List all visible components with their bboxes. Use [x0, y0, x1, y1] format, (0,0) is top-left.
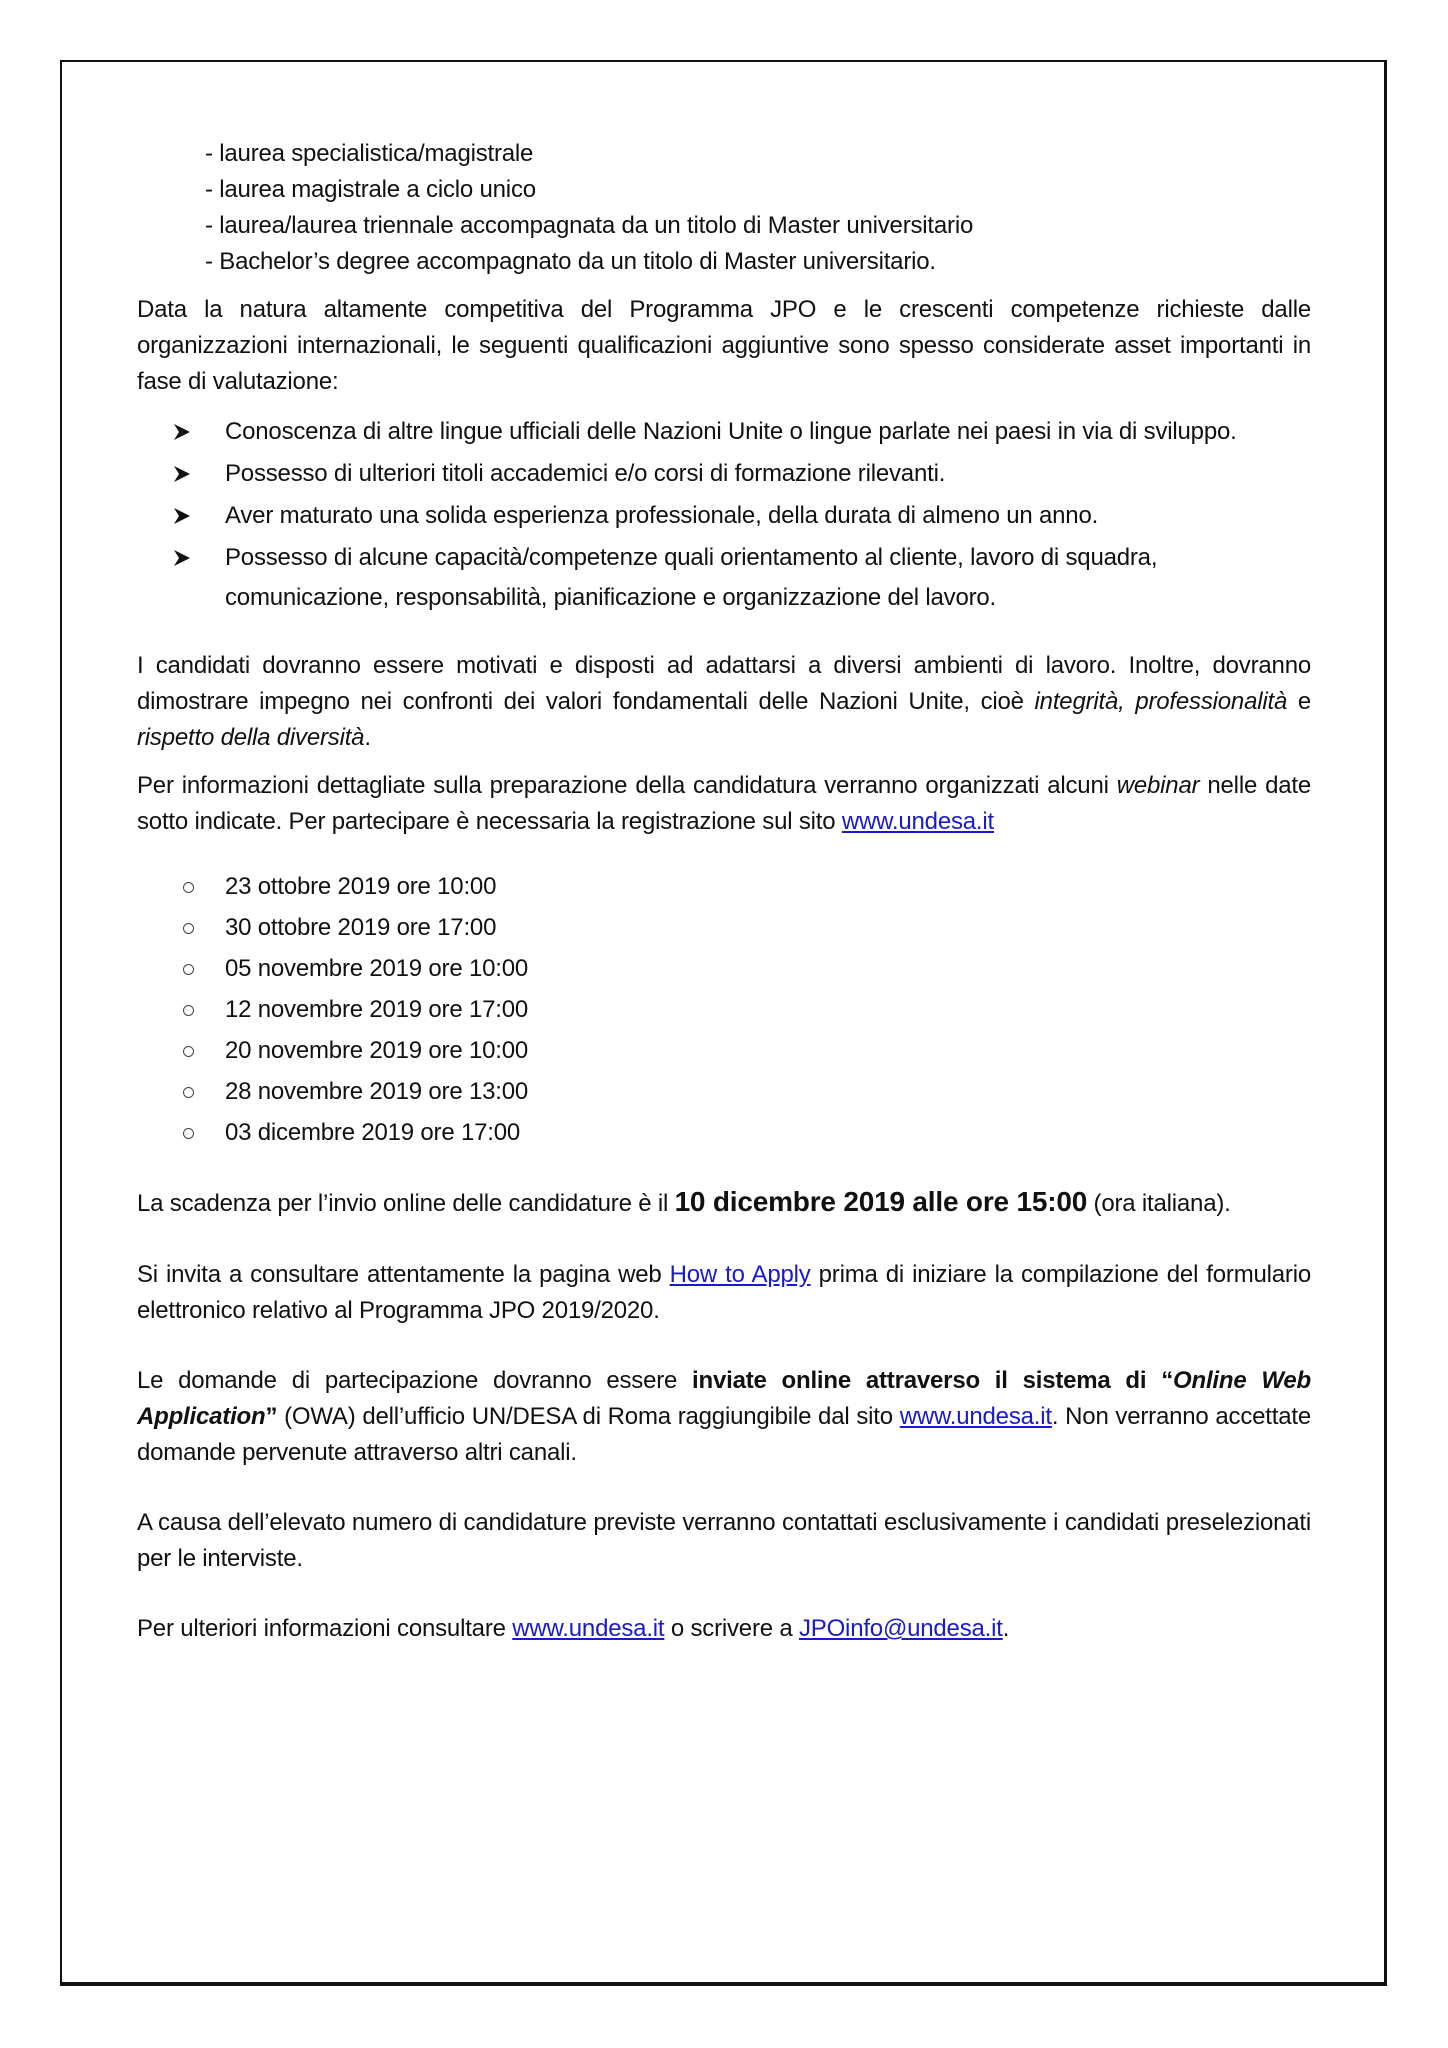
jpoinfo-email-link[interactable]: JPOinfo@undesa.it [798, 1615, 1003, 1642]
deadline-text-after: (ora italiana). [1087, 1190, 1231, 1217]
values-italic-1: integrità, professionalità [1034, 688, 1288, 715]
howto-text-after: prima di iniziare la compilazione del formulario elettronico relativo al Programma JPO 2019/2020. [137, 1261, 1311, 1324]
contact-paragraph [137, 1611, 1311, 1647]
qualification-text: Conoscenza di altre lingue ufficiali delle Nazioni Unite o lingue parlate nei paesi in via di sviluppo. [225, 418, 1237, 445]
qualification-text: Possesso di alcune capacità/competenze quali orientamento al cliente, lavoro di squadra, comunicazione, responsabilità, pianificazione e organizzazione del lavoro. [225, 544, 1158, 611]
intro-paragraph: Data la natura altamente competitiva del Programma JPO e le crescenti competenze richieste dalle organizzazioni internazionali, le seguenti qualificazioni aggiuntive sono spesso considerate asset importanti in fase di valutazione: [137, 296, 1311, 395]
degree-item: - laurea magistrale a ciclo unico [205, 176, 536, 203]
contact-text-mid: o scrivere a [664, 1615, 799, 1642]
how-to-apply-link[interactable]: How to Apply [669, 1261, 811, 1288]
undesa-link[interactable]: www.undesa.it [899, 1403, 1052, 1430]
webinar-date-item [137, 1071, 1311, 1112]
howto-paragraph [137, 1257, 1311, 1329]
webinar-date-item [137, 1030, 1311, 1071]
degree-item: - laurea/laurea triennale accompagnata da un titolo di Master universitario [205, 212, 974, 239]
qualification-item [137, 496, 1311, 536]
webinar-date-text: 23 ottobre 2019 ore 10:00 [225, 873, 497, 900]
webinar-date-text: 20 novembre 2019 ore 10:00 [225, 1037, 529, 1064]
circle-bullet-icon [183, 1128, 194, 1139]
owa-text-mid: (OWA) dell’ufficio UN/DESA di Roma raggiungibile dal sito [277, 1403, 900, 1430]
qualifications-list [137, 412, 1311, 618]
webinar-date-text: 03 dicembre 2019 ore 17:00 [225, 1119, 521, 1146]
owa-text-after: . Non verranno accettate domande pervenute attraverso altri canali. [137, 1403, 1311, 1466]
degree-item: - Bachelor’s degree accompagnato da un titolo di Master universitario. [205, 248, 936, 275]
webinar-date-text: 05 novembre 2019 ore 10:00 [225, 955, 529, 982]
webinar-dates-list [137, 866, 1311, 1153]
qualification-item [137, 538, 1311, 618]
howto-text: Si invita a consultare attentamente la pagina web [137, 1261, 670, 1288]
owa-paragraph [137, 1363, 1311, 1471]
arrow-bullet-icon [173, 538, 195, 578]
undesa-link[interactable]: www.undesa.it [841, 808, 994, 835]
circle-bullet-icon [183, 923, 194, 934]
webinar-italic: webinar [1116, 772, 1200, 799]
contact-text: Per ulteriori informazioni consultare [137, 1615, 513, 1642]
owa-bold: inviate online attraverso il sistema di “ [692, 1367, 1174, 1394]
webinar-text-after: nelle date sotto indicate. Per partecipare è necessaria la registrazione sul sito [137, 772, 1311, 835]
values-text: I candidati dovranno essere motivati e disposti ad adattarsi a diversi ambienti di lavoro. Inoltre, dovranno dimostrare impegno nei confronti dei valori fondamentali delle Nazioni Unite, cioè [137, 652, 1311, 715]
arrow-bullet-icon [173, 454, 195, 494]
webinar-date-text: 12 novembre 2019 ore 17:00 [225, 996, 529, 1023]
circle-bullet-icon [183, 1087, 194, 1098]
circle-bullet-icon [183, 882, 194, 893]
arrow-bullet-icon [173, 412, 195, 452]
contact-text-after: . [1002, 1615, 1010, 1642]
webinar-date-item [137, 989, 1311, 1030]
webinar-date-text: 30 ottobre 2019 ore 17:00 [225, 914, 497, 941]
arrow-bullet-icon [173, 496, 195, 536]
document-body [137, 136, 1311, 1647]
values-text-end: . [364, 724, 371, 751]
webinar-date-item [137, 948, 1311, 989]
circle-bullet-icon [183, 964, 194, 975]
circle-bullet-icon [183, 1005, 194, 1016]
qualification-item [137, 454, 1311, 494]
interview-paragraph: A causa dell’elevato numero di candidature previste verranno contattati esclusivamente i candidati preselezionati per le interviste. [137, 1509, 1311, 1572]
deadline-date: 10 dicembre 2019 alle ore 15:00 [674, 1186, 1088, 1217]
webinar-date-text: 28 novembre 2019 ore 13:00 [225, 1078, 529, 1105]
circle-bullet-icon [183, 1046, 194, 1057]
qualification-item [137, 412, 1311, 452]
webinar-date-item [137, 1112, 1311, 1153]
values-paragraph [137, 648, 1311, 756]
qualification-text: Aver maturato una solida esperienza professionale, della durata di almeno un anno. [225, 502, 1099, 529]
deadline-text: La scadenza per l’invio online delle candidature è il [137, 1190, 675, 1217]
degree-item: - laurea specialistica/magistrale [205, 140, 534, 167]
owa-bold-italic: Online Web Application [137, 1367, 1311, 1430]
owa-bold-end: ” [265, 1403, 278, 1430]
values-italic-2: rispetto della diversità [137, 724, 365, 751]
qualification-text: Possesso di ulteriori titoli accademici e/o corsi di formazione rilevanti. [225, 460, 946, 487]
values-text-mid: e [1287, 688, 1311, 715]
degree-list [137, 136, 1311, 280]
webinar-text: Per informazioni dettagliate sulla preparazione della candidatura verranno organizzati alcuni [137, 772, 1117, 799]
owa-text: Le domande di partecipazione dovranno essere [137, 1367, 693, 1394]
webinar-paragraph [137, 768, 1311, 840]
deadline-paragraph [137, 1183, 1311, 1223]
webinar-date-item [137, 907, 1311, 948]
webinar-date-item [137, 866, 1311, 907]
undesa-link[interactable]: www.undesa.it [512, 1615, 665, 1642]
